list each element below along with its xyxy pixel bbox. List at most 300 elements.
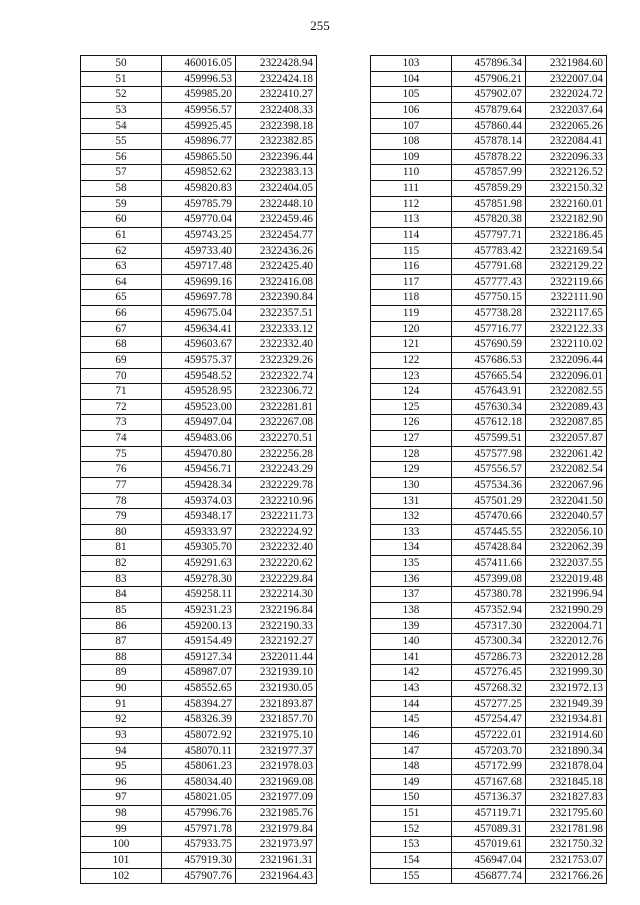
y-coordinate-cell: 2322404.05 (236, 181, 317, 197)
point-number-cell: 127 (371, 431, 452, 447)
table-row (371, 181, 607, 197)
x-coordinate-cell: 459374.03 (162, 493, 236, 509)
table-row (371, 368, 607, 384)
x-coordinate-cell: 459956.57 (162, 102, 236, 118)
x-coordinate-cell: 459996.53 (162, 71, 236, 87)
y-coordinate-cell: 2322256.28 (236, 446, 317, 462)
point-number-cell: 64 (81, 274, 162, 290)
point-number-cell: 130 (371, 477, 452, 493)
table-row (81, 649, 317, 665)
x-coordinate-cell: 458034.40 (162, 774, 236, 790)
y-coordinate-cell: 2322428.94 (236, 56, 317, 72)
point-number-cell: 57 (81, 165, 162, 181)
x-coordinate-cell: 459291.63 (162, 556, 236, 572)
y-coordinate-cell: 2322398.18 (236, 118, 317, 134)
x-coordinate-cell: 457317.30 (452, 618, 526, 634)
point-number-cell: 99 (81, 821, 162, 837)
table-row (371, 477, 607, 493)
y-coordinate-cell: 2322306.72 (236, 384, 317, 400)
x-coordinate-cell: 459733.40 (162, 243, 236, 259)
y-coordinate-cell: 2322192.27 (236, 634, 317, 650)
table-row (81, 259, 317, 275)
table-row (81, 540, 317, 556)
table-row (81, 243, 317, 259)
table-row (81, 509, 317, 525)
y-coordinate-cell: 2322229.84 (236, 571, 317, 587)
x-coordinate-cell: 459548.52 (162, 368, 236, 384)
table-row (81, 587, 317, 603)
table-row (371, 446, 607, 462)
point-number-cell: 74 (81, 431, 162, 447)
point-number-cell: 93 (81, 727, 162, 743)
y-coordinate-cell: 2321934.81 (526, 712, 607, 728)
point-number-cell: 132 (371, 509, 452, 525)
x-coordinate-cell: 457268.32 (452, 681, 526, 697)
point-number-cell: 136 (371, 571, 452, 587)
point-number-cell: 53 (81, 102, 162, 118)
y-coordinate-cell: 2322089.43 (526, 399, 607, 415)
x-coordinate-cell: 457750.15 (452, 290, 526, 306)
table-row (371, 384, 607, 400)
table-row (81, 759, 317, 775)
table-row (371, 102, 607, 118)
table-row (81, 634, 317, 650)
point-number-cell: 148 (371, 759, 452, 775)
x-coordinate-cell: 457851.98 (452, 196, 526, 212)
table-row (81, 618, 317, 634)
x-coordinate-cell: 459483.06 (162, 431, 236, 447)
x-coordinate-cell: 457896.34 (452, 56, 526, 72)
table-row (81, 56, 317, 72)
x-coordinate-cell: 459697.78 (162, 290, 236, 306)
y-coordinate-cell: 2321914.60 (526, 727, 607, 743)
point-number-cell: 60 (81, 212, 162, 228)
x-coordinate-cell: 457857.99 (452, 165, 526, 181)
y-coordinate-cell: 2321999.30 (526, 665, 607, 681)
table-row (371, 540, 607, 556)
point-number-cell: 128 (371, 446, 452, 462)
y-coordinate-cell: 2321990.29 (526, 602, 607, 618)
x-coordinate-cell: 457860.44 (452, 118, 526, 134)
table-row (81, 821, 317, 837)
table-row (371, 696, 607, 712)
point-number-cell: 97 (81, 790, 162, 806)
table-row (81, 462, 317, 478)
y-coordinate-cell: 2322281.81 (236, 399, 317, 415)
table-row (371, 134, 607, 150)
y-coordinate-cell: 2321977.37 (236, 743, 317, 759)
y-coordinate-cell: 2321961.31 (236, 852, 317, 868)
table-row (81, 493, 317, 509)
point-number-cell: 91 (81, 696, 162, 712)
x-coordinate-cell: 457599.51 (452, 431, 526, 447)
y-coordinate-cell: 2321893.87 (236, 696, 317, 712)
table-row (81, 602, 317, 618)
point-number-cell: 98 (81, 806, 162, 822)
x-coordinate-cell: 456947.04 (452, 852, 526, 868)
table-row (371, 56, 607, 72)
x-coordinate-cell: 457738.28 (452, 306, 526, 322)
point-number-cell: 117 (371, 274, 452, 290)
y-coordinate-cell: 2322110.02 (526, 337, 607, 353)
point-number-cell: 73 (81, 415, 162, 431)
table-row (371, 149, 607, 165)
point-number-cell: 62 (81, 243, 162, 259)
y-coordinate-cell: 2322037.64 (526, 102, 607, 118)
table-row (371, 556, 607, 572)
x-coordinate-cell: 459258.11 (162, 587, 236, 603)
x-coordinate-cell: 457089.31 (452, 821, 526, 837)
x-coordinate-cell: 459717.48 (162, 259, 236, 275)
table-row (81, 712, 317, 728)
table-row (81, 774, 317, 790)
y-coordinate-cell: 2321996.94 (526, 587, 607, 603)
point-number-cell: 58 (81, 181, 162, 197)
table-row (81, 306, 317, 322)
y-coordinate-cell: 2322160.01 (526, 196, 607, 212)
point-number-cell: 81 (81, 540, 162, 556)
point-number-cell: 65 (81, 290, 162, 306)
point-number-cell: 126 (371, 415, 452, 431)
x-coordinate-cell: 459456.71 (162, 462, 236, 478)
point-number-cell: 149 (371, 774, 452, 790)
table-row (81, 227, 317, 243)
x-coordinate-cell: 459528.95 (162, 384, 236, 400)
x-coordinate-cell: 457254.47 (452, 712, 526, 728)
point-number-cell: 59 (81, 196, 162, 212)
table-row (81, 321, 317, 337)
x-coordinate-cell: 457933.75 (162, 837, 236, 853)
table-row (371, 227, 607, 243)
table-row (81, 181, 317, 197)
point-number-cell: 108 (371, 134, 452, 150)
x-coordinate-cell: 458021.05 (162, 790, 236, 806)
x-coordinate-cell: 457919.30 (162, 852, 236, 868)
x-coordinate-cell: 457878.22 (452, 149, 526, 165)
table-row (81, 556, 317, 572)
table-row (371, 196, 607, 212)
y-coordinate-cell: 2322126.52 (526, 165, 607, 181)
y-coordinate-cell: 2322322.74 (236, 368, 317, 384)
y-coordinate-cell: 2321795.60 (526, 806, 607, 822)
table-row (371, 618, 607, 634)
page-number: 255 (310, 18, 330, 33)
y-coordinate-cell: 2322211.73 (236, 509, 317, 525)
point-number-cell: 120 (371, 321, 452, 337)
point-number-cell: 151 (371, 806, 452, 822)
x-coordinate-cell: 457352.94 (452, 602, 526, 618)
x-coordinate-cell: 459470.80 (162, 446, 236, 462)
x-coordinate-cell: 458987.07 (162, 665, 236, 681)
x-coordinate-cell: 459278.30 (162, 571, 236, 587)
y-coordinate-cell: 2321890.34 (526, 743, 607, 759)
table-row (81, 431, 317, 447)
x-coordinate-cell: 457777.43 (452, 274, 526, 290)
x-coordinate-cell: 459785.79 (162, 196, 236, 212)
table-row (81, 384, 317, 400)
x-coordinate-cell: 458061.23 (162, 759, 236, 775)
table-row (81, 665, 317, 681)
point-number-cell: 112 (371, 196, 452, 212)
x-coordinate-cell: 459154.49 (162, 634, 236, 650)
x-coordinate-cell: 459852.62 (162, 165, 236, 181)
table-row (81, 790, 317, 806)
x-coordinate-cell: 457556.57 (452, 462, 526, 478)
y-coordinate-cell: 2321939.10 (236, 665, 317, 681)
point-number-cell: 133 (371, 524, 452, 540)
x-coordinate-cell: 457277.25 (452, 696, 526, 712)
x-coordinate-cell: 457136.37 (452, 790, 526, 806)
x-coordinate-cell: 457907.76 (162, 868, 236, 884)
y-coordinate-cell: 2322408.33 (236, 102, 317, 118)
point-number-cell: 103 (371, 56, 452, 72)
y-coordinate-cell: 2322169.54 (526, 243, 607, 259)
point-number-cell: 134 (371, 540, 452, 556)
y-coordinate-cell: 2322190.33 (236, 618, 317, 634)
table-row (81, 165, 317, 181)
point-number-cell: 87 (81, 634, 162, 650)
y-coordinate-cell: 2322196.84 (236, 602, 317, 618)
x-coordinate-cell: 459231.23 (162, 602, 236, 618)
x-coordinate-cell: 459603.67 (162, 337, 236, 353)
y-coordinate-cell: 2322390.84 (236, 290, 317, 306)
table-row (371, 821, 607, 837)
y-coordinate-cell: 2321750.32 (526, 837, 607, 853)
point-number-cell: 82 (81, 556, 162, 572)
point-number-cell: 124 (371, 384, 452, 400)
x-coordinate-cell: 459770.04 (162, 212, 236, 228)
point-number-cell: 125 (371, 399, 452, 415)
y-coordinate-cell: 2322117.65 (526, 306, 607, 322)
y-coordinate-cell: 2322220.62 (236, 556, 317, 572)
table-row (371, 321, 607, 337)
x-coordinate-cell: 458070.11 (162, 743, 236, 759)
x-coordinate-cell: 457630.34 (452, 399, 526, 415)
y-coordinate-cell: 2321978.03 (236, 759, 317, 775)
x-coordinate-cell: 457203.70 (452, 743, 526, 759)
y-coordinate-cell: 2322210.96 (236, 493, 317, 509)
point-number-cell: 100 (81, 837, 162, 853)
table-row (371, 806, 607, 822)
table-row (81, 399, 317, 415)
y-coordinate-cell: 2322333.12 (236, 321, 317, 337)
table-row (81, 134, 317, 150)
point-number-cell: 154 (371, 852, 452, 868)
y-coordinate-cell: 2322448.10 (236, 196, 317, 212)
y-coordinate-cell: 2322224.92 (236, 524, 317, 540)
y-coordinate-cell: 2321949.39 (526, 696, 607, 712)
table-row (371, 571, 607, 587)
table-row (371, 431, 607, 447)
table-row (81, 806, 317, 822)
table-row (371, 165, 607, 181)
point-number-cell: 145 (371, 712, 452, 728)
y-coordinate-cell: 2322012.28 (526, 649, 607, 665)
table-row (81, 571, 317, 587)
table-row (81, 274, 317, 290)
table-row (81, 196, 317, 212)
x-coordinate-cell: 459985.20 (162, 87, 236, 103)
point-number-cell: 55 (81, 134, 162, 150)
point-number-cell: 92 (81, 712, 162, 728)
x-coordinate-cell: 458394.27 (162, 696, 236, 712)
point-number-cell: 68 (81, 337, 162, 353)
table-row (371, 774, 607, 790)
y-coordinate-cell: 2322096.44 (526, 352, 607, 368)
y-coordinate-cell: 2322019.48 (526, 571, 607, 587)
point-number-cell: 131 (371, 493, 452, 509)
table-row (371, 852, 607, 868)
table-row (371, 743, 607, 759)
y-coordinate-cell: 2322007.04 (526, 71, 607, 87)
table-row (371, 71, 607, 87)
table-row (371, 602, 607, 618)
point-number-cell: 135 (371, 556, 452, 572)
y-coordinate-cell: 2322067.96 (526, 477, 607, 493)
x-coordinate-cell: 457820.38 (452, 212, 526, 228)
table-row (371, 493, 607, 509)
point-number-cell: 153 (371, 837, 452, 853)
point-number-cell: 116 (371, 259, 452, 275)
table-row (371, 509, 607, 525)
y-coordinate-cell: 2322087.85 (526, 415, 607, 431)
table-row (371, 524, 607, 540)
x-coordinate-cell: 456877.74 (452, 868, 526, 884)
y-coordinate-cell: 2322454.77 (236, 227, 317, 243)
y-coordinate-cell: 2321969.08 (236, 774, 317, 790)
y-coordinate-cell: 2322011.44 (236, 649, 317, 665)
y-coordinate-cell: 2322459.46 (236, 212, 317, 228)
point-number-cell: 70 (81, 368, 162, 384)
point-number-cell: 86 (81, 618, 162, 634)
x-coordinate-cell: 457716.77 (452, 321, 526, 337)
y-coordinate-cell: 2322084.41 (526, 134, 607, 150)
x-coordinate-cell: 459333.97 (162, 524, 236, 540)
x-coordinate-cell: 459127.34 (162, 649, 236, 665)
y-coordinate-cell: 2321985.76 (236, 806, 317, 822)
table-row (371, 399, 607, 415)
y-coordinate-cell: 2322037.55 (526, 556, 607, 572)
x-coordinate-cell: 459896.77 (162, 134, 236, 150)
point-number-cell: 104 (371, 71, 452, 87)
table-row (371, 118, 607, 134)
table-row (81, 290, 317, 306)
x-coordinate-cell: 459497.04 (162, 415, 236, 431)
point-number-cell: 61 (81, 227, 162, 243)
point-number-cell: 137 (371, 587, 452, 603)
y-coordinate-cell: 2322357.51 (236, 306, 317, 322)
point-number-cell: 67 (81, 321, 162, 337)
table-row (371, 759, 607, 775)
y-coordinate-cell: 2322436.26 (236, 243, 317, 259)
y-coordinate-cell: 2322065.26 (526, 118, 607, 134)
point-number-cell: 78 (81, 493, 162, 509)
table-row (81, 727, 317, 743)
x-coordinate-cell: 457276.45 (452, 665, 526, 681)
table-row (81, 696, 317, 712)
point-number-cell: 109 (371, 149, 452, 165)
x-coordinate-cell: 457399.08 (452, 571, 526, 587)
y-coordinate-cell: 2321964.43 (236, 868, 317, 884)
x-coordinate-cell: 457300.34 (452, 634, 526, 650)
y-coordinate-cell: 2322182.90 (526, 212, 607, 228)
y-coordinate-cell: 2322057.87 (526, 431, 607, 447)
y-coordinate-cell: 2322129.22 (526, 259, 607, 275)
table-row (371, 290, 607, 306)
y-coordinate-cell: 2321878.04 (526, 759, 607, 775)
point-number-cell: 71 (81, 384, 162, 400)
point-number-cell: 129 (371, 462, 452, 478)
table-row (81, 743, 317, 759)
table-row (81, 71, 317, 87)
point-number-cell: 63 (81, 259, 162, 275)
y-coordinate-cell: 2322082.55 (526, 384, 607, 400)
table-row (81, 681, 317, 697)
y-coordinate-cell: 2322214.30 (236, 587, 317, 603)
x-coordinate-cell: 459348.17 (162, 509, 236, 525)
point-number-cell: 147 (371, 743, 452, 759)
x-coordinate-cell: 459743.25 (162, 227, 236, 243)
point-number-cell: 155 (371, 868, 452, 884)
y-coordinate-cell: 2321857.70 (236, 712, 317, 728)
y-coordinate-cell: 2321766.26 (526, 868, 607, 884)
y-coordinate-cell: 2322267.08 (236, 415, 317, 431)
point-number-cell: 110 (371, 165, 452, 181)
x-coordinate-cell: 458326.39 (162, 712, 236, 728)
table-row (81, 118, 317, 134)
point-number-cell: 111 (371, 181, 452, 197)
table-row (371, 259, 607, 275)
x-coordinate-cell: 458552.65 (162, 681, 236, 697)
table-row (371, 352, 607, 368)
x-coordinate-cell: 457690.59 (452, 337, 526, 353)
y-coordinate-cell: 2322096.01 (526, 368, 607, 384)
table-row (81, 446, 317, 462)
x-coordinate-cell: 457470.66 (452, 509, 526, 525)
table-row (81, 837, 317, 853)
table-row (371, 868, 607, 884)
y-coordinate-cell: 2322232.40 (236, 540, 317, 556)
x-coordinate-cell: 457797.71 (452, 227, 526, 243)
point-number-cell: 119 (371, 306, 452, 322)
table-row (81, 87, 317, 103)
table-row (81, 415, 317, 431)
point-number-cell: 121 (371, 337, 452, 353)
x-coordinate-cell: 457879.64 (452, 102, 526, 118)
coordinates-table-right (370, 55, 607, 884)
table-row (81, 477, 317, 493)
point-number-cell: 105 (371, 87, 452, 103)
y-coordinate-cell: 2322382.85 (236, 134, 317, 150)
table-row (81, 102, 317, 118)
point-number-cell: 89 (81, 665, 162, 681)
y-coordinate-cell: 2322111.90 (526, 290, 607, 306)
table-row (371, 87, 607, 103)
point-number-cell: 141 (371, 649, 452, 665)
point-number-cell: 66 (81, 306, 162, 322)
y-coordinate-cell: 2322425.40 (236, 259, 317, 275)
point-number-cell: 95 (81, 759, 162, 775)
y-coordinate-cell: 2322396.44 (236, 149, 317, 165)
x-coordinate-cell: 457686.53 (452, 352, 526, 368)
x-coordinate-cell: 457791.68 (452, 259, 526, 275)
point-number-cell: 140 (371, 634, 452, 650)
table-row (81, 868, 317, 884)
point-number-cell: 83 (81, 571, 162, 587)
point-number-cell: 52 (81, 87, 162, 103)
y-coordinate-cell: 2322243.29 (236, 462, 317, 478)
y-coordinate-cell: 2322150.32 (526, 181, 607, 197)
